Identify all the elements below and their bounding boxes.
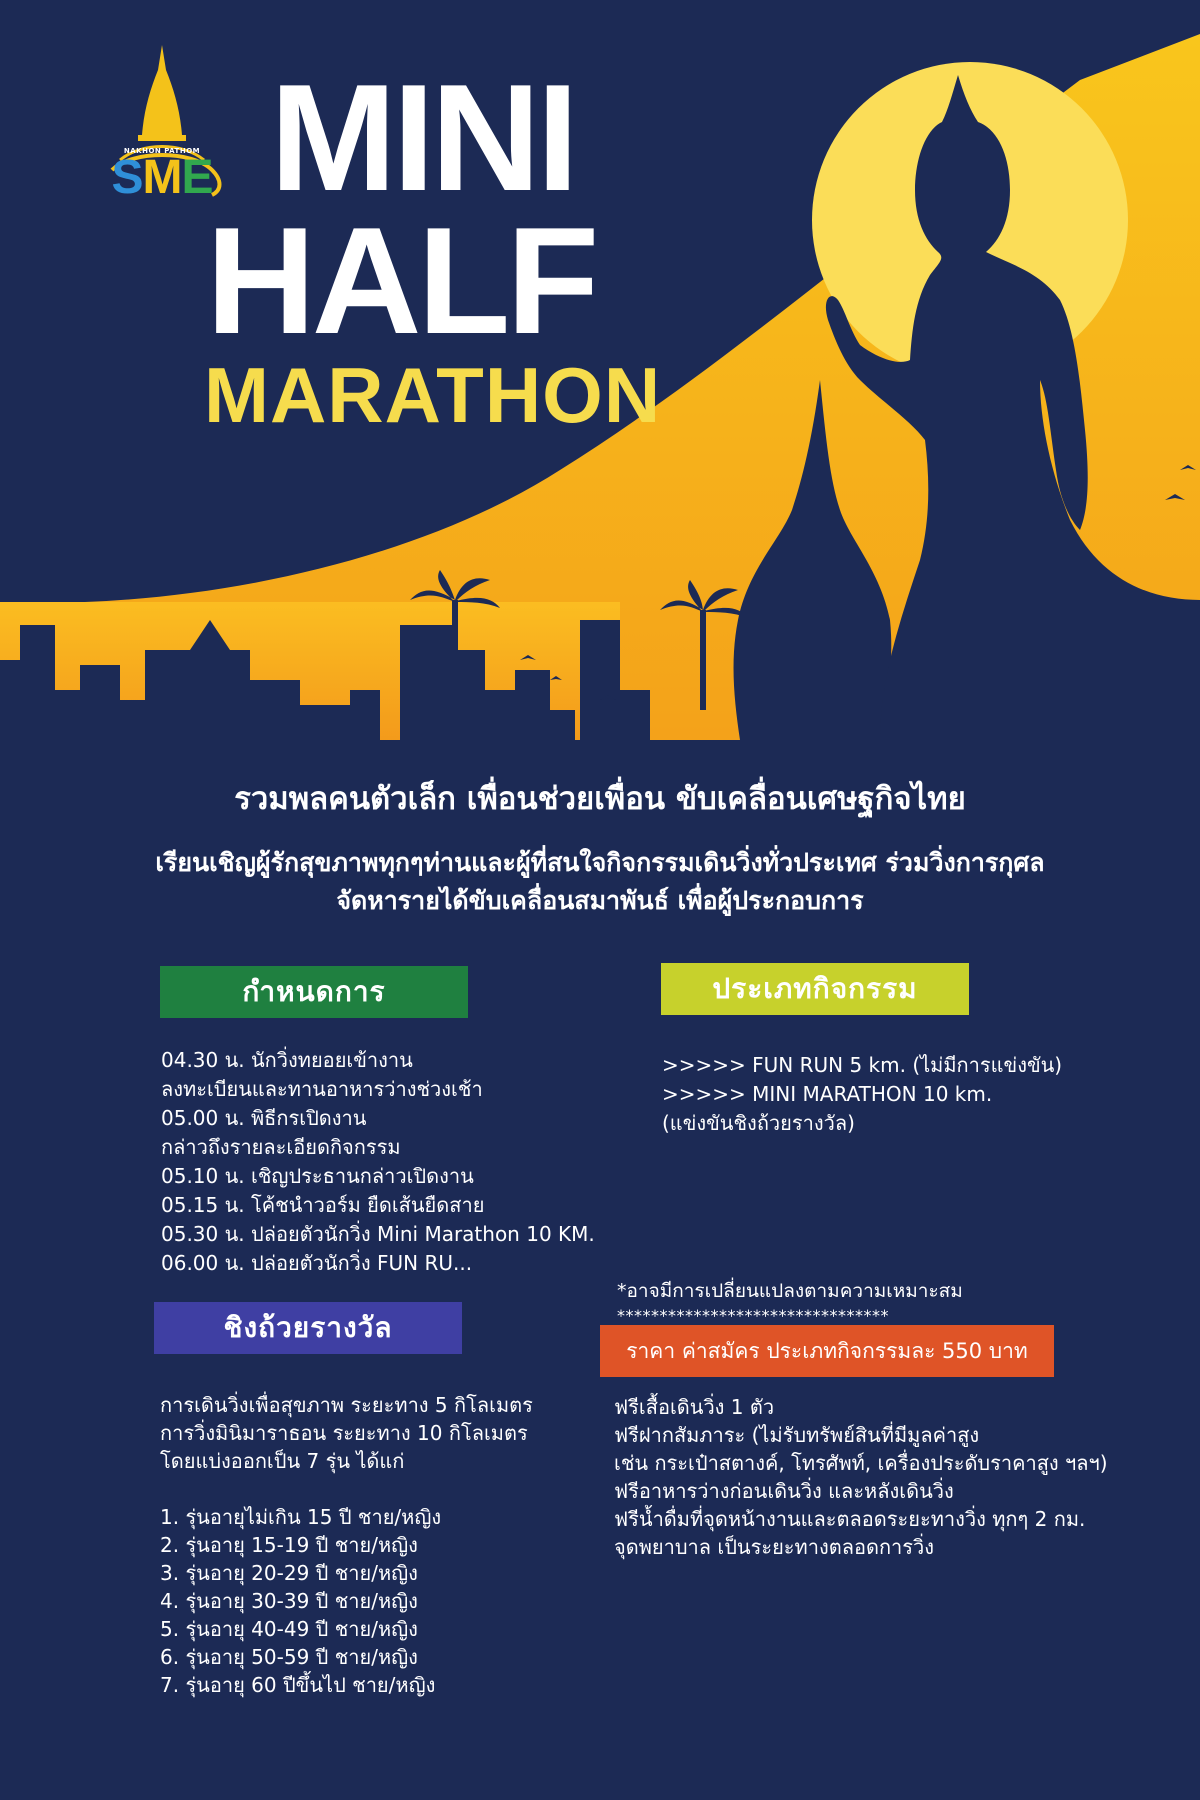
schedule-item: 06.00 น. ปล่อยตัวนักวิ่ง FUN RU... xyxy=(161,1251,473,1275)
title-half: HALF xyxy=(206,196,596,366)
schedule-item: 05.00 น. พิธีกรเปิดงาน xyxy=(161,1106,367,1130)
prize-category: 4. รุ่นอายุ 30-39 ปี ชาย/หญิง xyxy=(160,1589,418,1613)
schedule-header: กำหนดการ xyxy=(160,966,468,1018)
prize-category: 5. รุ่นอายุ 40-49 ปี ชาย/หญิง xyxy=(160,1617,418,1641)
invitation-line-1: เรียนเชิญผู้รักสุขภาพทุกๆท่านและผู้ที่สนใจกิจกรรมเดินวิ่งทั่วประเทศ ร่วมวิ่งการกุศล xyxy=(155,848,1045,877)
star-divider: ******************************** xyxy=(617,1306,889,1325)
prize-category: 7. รุ่นอายุ 60 ปีขึ้นไป ชาย/หญิง xyxy=(160,1673,436,1697)
invitation-line-2: จัดหารายได้ขับเคลื่อนสมาพันธ์ เพื่อผู้ประกอบการ xyxy=(336,886,864,915)
schedule-item: 04.30 น. นักวิ่งทยอยเข้างาน xyxy=(161,1048,413,1072)
stupa-icon xyxy=(142,45,182,135)
activity-item: >>>>> MINI MARATHON 10 km. xyxy=(662,1082,993,1106)
perk-item: จุดพยาบาล เป็นระยะทางตลอดการวิ่ง xyxy=(614,1535,935,1559)
schedule-item: 05.30 น. ปล่อยตัวนักวิ่ง Mini Marathon 10 KM. xyxy=(161,1222,595,1246)
perk-item: ฟรีฝากสัมภาระ (ไม่รับทรัพย์สินที่มีมูลค่าสูง xyxy=(614,1423,980,1447)
title-marathon: MARATHON xyxy=(204,351,662,439)
price-banner: ราคา ค่าสมัคร ประเภทกิจกรรมละ 550 บาท xyxy=(600,1325,1054,1377)
perks-list xyxy=(614,1393,1108,1561)
title-mini: MINI xyxy=(270,53,575,223)
prize-section xyxy=(160,1391,533,1699)
activity-header: ประเภทกิจกรรม xyxy=(661,963,969,1015)
prize-category: 3. รุ่นอายุ 20-29 ปี ชาย/หญิง xyxy=(160,1561,418,1585)
activity-list xyxy=(662,1051,1062,1138)
activity-item: (แข่งขันชิงถ้วยรางวัล) xyxy=(662,1111,855,1135)
prize-category: 1. รุ่นอายุไม่เกิน 15 ปี ชาย/หญิง xyxy=(160,1505,442,1529)
logo-letter-s: S xyxy=(111,151,143,204)
schedule-item: 05.10 น. เชิญประธานกล่าวเปิดงาน xyxy=(161,1164,474,1188)
logo-letter-e: E xyxy=(181,151,213,204)
schedule-list xyxy=(161,1046,595,1278)
perk-item: เช่น กระเป๋าสตางค์, โทรศัพท์, เครื่องประดับราคาสูง ฯลฯ) xyxy=(614,1451,1108,1475)
headline: รวมพลคนตัวเล็ก เพื่อนช่วยเพื่อน ขับเคลื่อนเศษฐกิจไทย xyxy=(234,781,966,817)
schedule-item: กล่าวถึงรายละเอียดกิจกรรม xyxy=(161,1135,401,1159)
prize-spacer xyxy=(160,1475,533,1503)
schedule-item: 05.15 น. โค้ชนำวอร์ม ยืดเส้นยืดสาย xyxy=(161,1193,485,1217)
prize-category: 2. รุ่นอายุ 15-19 ปี ชาย/หญิง xyxy=(160,1533,418,1557)
logo-subtitle: NAKHON PATHOM xyxy=(123,147,201,155)
prize-intro-line: การวิ่งมินิมาราธอน ระยะทาง 10 กิโลเมตร xyxy=(160,1421,528,1445)
logo-letter-m: M xyxy=(142,151,182,204)
change-note: *อาจมีการเปลี่ยนแปลงตามความเหมาะสม xyxy=(617,1280,963,1302)
prize-intro-line: การเดินวิ่งเพื่อสุขภาพ ระยะทาง 5 กิโลเมตร xyxy=(160,1393,533,1417)
perk-item: ฟรีเสื้อเดินวิ่ง 1 ตัว xyxy=(614,1395,775,1419)
prize-category: 6. รุ่นอายุ 50-59 ปี ชาย/หญิง xyxy=(160,1645,418,1669)
activity-item: >>>>> FUN RUN 5 km. (ไม่มีการแข่งขัน) xyxy=(662,1053,1063,1077)
invitation-text xyxy=(0,844,1200,920)
perk-item: ฟรีอาหารว่างก่อนเดินวิ่ง และหลังเดินวิ่ง xyxy=(614,1479,954,1503)
prize-header: ชิงถ้วยรางวัล xyxy=(154,1302,462,1354)
prize-intro-line: โดยแบ่งออกเป็น 7 รุ่น ได้แก่ xyxy=(160,1449,405,1473)
schedule-item: ลงทะเบียนและทานอาหารว่างช่วงเช้า xyxy=(161,1077,483,1101)
perk-item: ฟรีน้ำดื่มที่จุดหน้างานและตลอดระยะทางวิ่ง ทุกๆ 2 กม. xyxy=(614,1507,1086,1531)
